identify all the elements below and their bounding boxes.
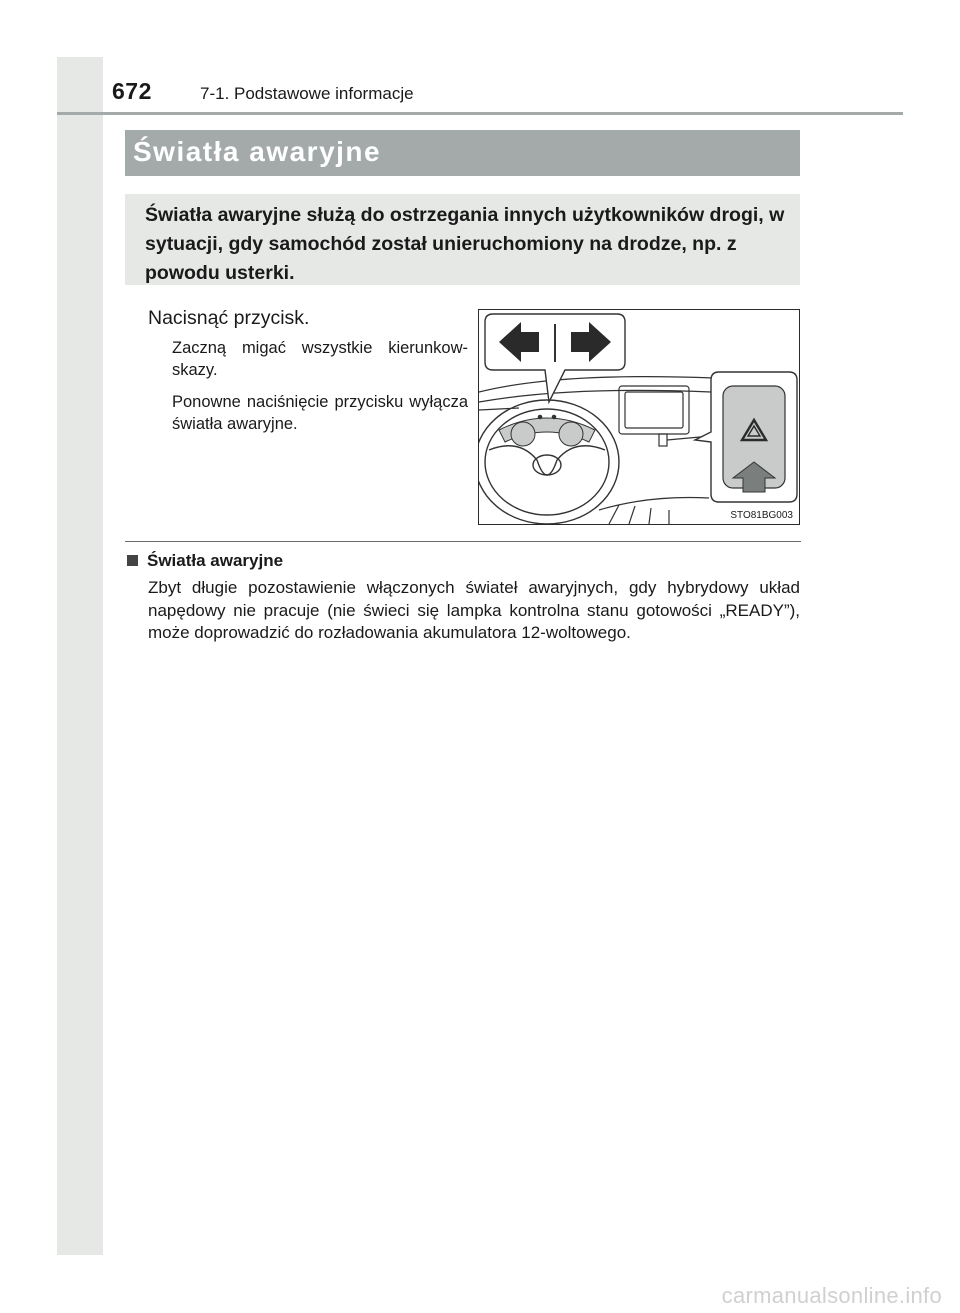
dashboard-lines: [479, 377, 714, 524]
dashboard-drawing: [479, 310, 799, 524]
page-header: [112, 78, 902, 112]
figure-code: STO81BG003: [730, 510, 793, 521]
step-note: Ponowne naciśnięcie przycisku wyłącza światła awaryjne.: [172, 393, 468, 433]
step-note: Zaczną migać wszystkie kierunkow-skazy.: [172, 339, 468, 379]
note-body: Zbyt długie pozostawienie włączonych świateł awaryjnych, gdy hybrydowy układ napędowy nie pracuje (nie świeci się lampka kontrolna stanu gotowości „READY”), może doprowadzić do rozładowania akumulatora 12-woltowego.: [148, 578, 800, 642]
square-bullet-icon: [127, 555, 138, 566]
instrument-cluster: [499, 415, 595, 446]
hazard-button-illustration: [478, 309, 800, 525]
turn-indicator-callout: [485, 314, 625, 402]
note-heading-text: Światła awaryjne: [147, 551, 284, 570]
header-rule: [57, 112, 903, 115]
section-divider: [125, 541, 801, 542]
margin-strip: [57, 57, 103, 1255]
watermark: carmanualsonline.info: [721, 1283, 942, 1308]
section-name: 7-1. Podstawowe informacje: [200, 84, 414, 103]
intro-box: [125, 194, 800, 285]
intro-text: Światła awaryjne służą do ostrzegania innych użytkowników drogi, w sytuacji, gdy samochód został unieruchomiony na drodze, np. z powodu usterki.: [145, 204, 785, 284]
title-bar: [125, 130, 800, 176]
page-number: 672: [112, 78, 152, 104]
step-main-text: Nacisnąć przycisk.: [148, 307, 310, 329]
note-heading: [127, 551, 283, 571]
page-title: Światła awaryjne: [133, 136, 382, 167]
step-instructions: [148, 305, 468, 445]
